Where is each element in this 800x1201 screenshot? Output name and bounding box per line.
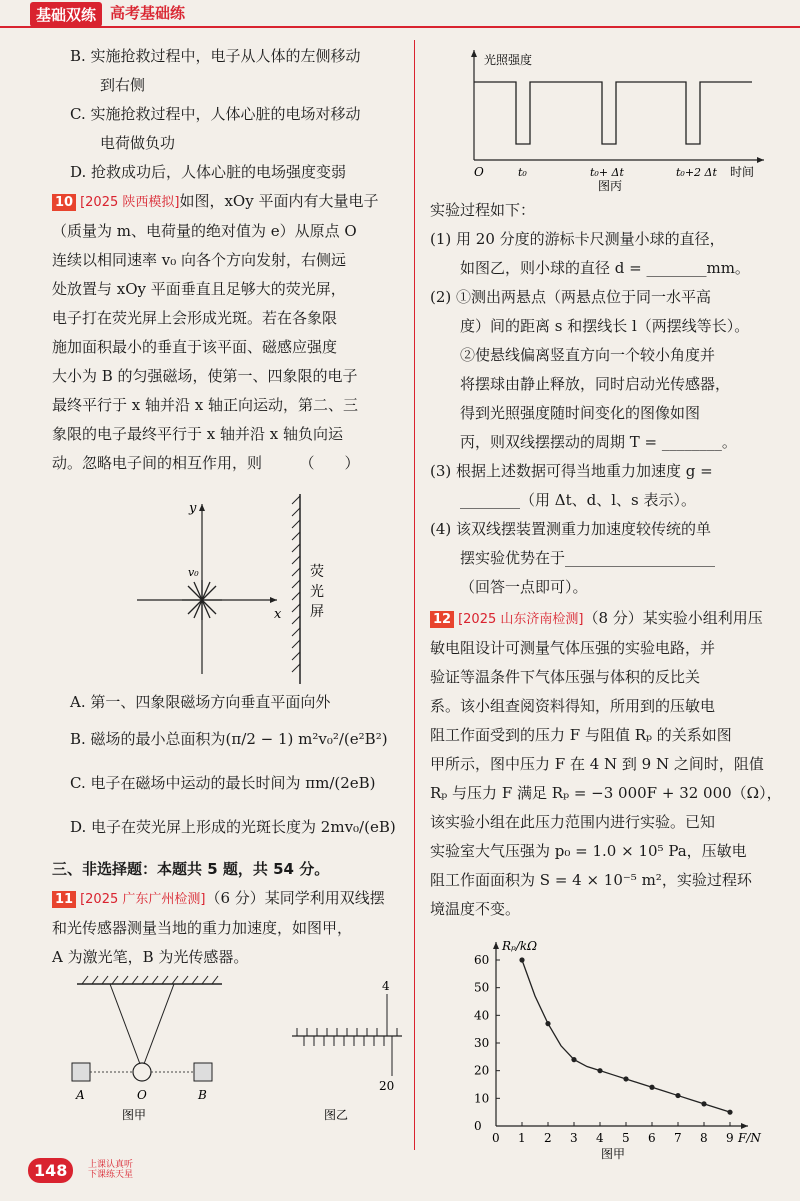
q12-line: 敏电阻设计可测量气体压强的实验电路，并: [430, 639, 716, 657]
section-3-heading: [52, 855, 404, 884]
option-c-line2: 电荷做负功: [100, 134, 176, 152]
y-tick-label: 60: [474, 953, 490, 967]
step-2a: (2) ①测出两悬点（两悬点位于同一水平高: [430, 288, 712, 306]
fig-bing-caption: 图丙: [598, 179, 623, 192]
fig-bing-origin: O: [474, 165, 484, 179]
q10-line: 处放置与 xOy 平面垂直且足够大的荧光屏，: [52, 280, 346, 298]
q10-line: 象限的电子最终平行于 x 轴并沿 x 轴负向运: [52, 425, 343, 443]
header-badge: 基础双练: [30, 2, 102, 27]
x-axis-arrow: [741, 1123, 748, 1129]
step-4b: 摆实验优势在于____________________: [460, 549, 716, 567]
x-tick-label: 3: [570, 1131, 578, 1145]
x-tick-label: 2: [544, 1131, 552, 1145]
q12-line: 系。该小组查阅资料得知，所用到的压敏电: [430, 697, 716, 715]
data-point: [675, 1093, 680, 1098]
q10-option-c: C. 电子在磁场中运动的最长时间为 πm/(2eB): [70, 774, 376, 792]
data-point: [727, 1110, 732, 1115]
q12-number: 12: [430, 611, 454, 628]
q10-line: 电子打在荧光屏上会形成光斑。若在各象限: [52, 309, 338, 327]
slogan-line1: 上课认真听: [88, 1160, 134, 1170]
screen-label-1: 荧: [310, 564, 324, 580]
q11-line: A 为激光笔，B 为光传感器。: [52, 948, 249, 966]
x-axis-label: x: [274, 607, 282, 622]
q11-text: （6 分）某同学利用双线摆: [205, 889, 385, 907]
section-3-text: 三、非选择题：本题共 5 题，共 54 分。: [52, 860, 330, 878]
data-point: [623, 1076, 628, 1081]
data-point: [701, 1101, 706, 1106]
option-b: [52, 42, 404, 100]
q11-line-0: [55, 884, 404, 914]
y-tick-label: 30: [474, 1036, 490, 1050]
q12-line: 实验室大气压强为 p₀ = 1.0 × 10⁵ Pa，压敏电: [430, 842, 747, 860]
x-tick-label: 8: [700, 1131, 708, 1145]
q12-line: 境温度不变。: [430, 900, 521, 918]
screen-label-2: 光: [310, 584, 324, 600]
y-tick-label: 40: [474, 1008, 490, 1023]
q10-option-a: A. 第一、四象限磁场方向垂直平面向外: [70, 693, 331, 711]
q11-source: [2025 广东广州检测]: [80, 892, 206, 907]
q12-line: 阻工作面面积为 S = 4 × 10⁻⁵ m²，实验过程环: [430, 871, 752, 889]
fig-bing-t1: t₀+ Δt: [590, 166, 624, 179]
y-tick-label: 20: [474, 1063, 490, 1078]
q12-line-0: [433, 604, 782, 634]
fig-bing-t0: t₀: [518, 166, 527, 179]
fig-bing-t2: t₀+2 Δt: [676, 166, 717, 179]
footer-slogan: [88, 1160, 133, 1180]
label-b: B: [198, 1088, 207, 1102]
q12-source: [2025 山东济南检测]: [458, 612, 584, 627]
question-12: [430, 604, 782, 924]
y-tick-label: 50: [474, 980, 490, 995]
x-axis-label: F/N: [738, 1131, 761, 1145]
x-tick-label: 7: [674, 1131, 682, 1145]
q10-line-0: [55, 187, 404, 217]
y-axis-label: Rₚ/kΩ: [502, 939, 538, 953]
y-axis-label: y: [189, 501, 197, 516]
procedure-heading: 实验过程如下：: [430, 201, 536, 219]
chart-caption: 图甲: [601, 1147, 626, 1160]
page-header: [0, 0, 800, 28]
q10-figure: [52, 484, 404, 684]
column-divider: [414, 40, 415, 1150]
vernier-label-bottom: 20: [379, 1079, 395, 1093]
option-b-line1: B. 实施抢救过程中，电子从人体的左侧移动: [70, 47, 361, 65]
data-point: [571, 1057, 576, 1062]
q10-text: 如图，xOy 平面内有大量电子: [179, 192, 379, 210]
page-number: 148: [28, 1158, 73, 1183]
q12-line: Rₚ 与压力 F 满足 Rₚ = −3 000F + 32 000（Ω），: [430, 784, 782, 802]
q12-line: 甲所示，图中压力 F 在 4 N 到 9 N 之间时，阻值: [430, 755, 764, 773]
series-line: [522, 960, 730, 1112]
step-3a: (3) 根据上述数据可得当地重力加速度 g =: [430, 462, 713, 480]
q10-line: 连续以相同速率 v₀ 向各个方向发射，右侧远: [52, 251, 347, 269]
q10-line: 施加面积最小的垂直于该平面、磁感应强度: [52, 338, 338, 356]
q12-line: 阻工作面受到的压力 F 与阻值 Rₚ 的关系如图: [430, 726, 732, 744]
x-tick-label: 0: [492, 1131, 500, 1145]
vernier-label-top: 4: [382, 979, 390, 993]
fig-bing-light-intensity: [430, 42, 782, 192]
question-10: [52, 187, 404, 478]
fig-bing-ylabel: 光照强度: [484, 53, 533, 67]
y-axis-arrow: [493, 942, 499, 949]
step-2f: 丙，则双线摆摆动的周期 T = ________。: [460, 433, 737, 451]
q10-line: 最终平行于 x 轴并沿 x 轴正向运动，第二、三: [52, 396, 358, 414]
label-a: A: [76, 1088, 85, 1102]
q11-line: 和光传感器测量当地的重力加速度，如图甲，: [52, 919, 353, 937]
data-point: [597, 1068, 602, 1073]
v0-label: v₀: [188, 566, 199, 579]
option-b-line2: 到右侧: [100, 76, 146, 94]
screen-label-3: 屏: [310, 604, 324, 620]
x-tick-label: 6: [648, 1131, 656, 1145]
velocity-arrows: [182, 580, 222, 620]
step-2d: 将摆球由静止释放，同时启动光传感器，: [460, 375, 731, 393]
q10-option-d: D. 电子在荧光屏上形成的光斑长度为 2mv₀/(eB): [70, 818, 396, 836]
q11-number: 11: [52, 891, 76, 908]
step-2e: 得到光照强度随时间变化的图像如图: [460, 404, 701, 422]
data-point: [519, 957, 524, 962]
q12-text: （8 分）某实验小组利用压: [583, 609, 763, 627]
x-tick-label: 5: [622, 1131, 630, 1145]
step-3b: ________（用 Δt、d、l、s 表示）。: [460, 491, 696, 509]
label-o: O: [137, 1088, 147, 1102]
q12-line: 该实验小组在此压力范围内进行实验。已知: [430, 813, 716, 831]
y-tick-label: 0: [474, 1119, 482, 1133]
q12-line: 验证等温条件下气体压强与体积的反比关: [430, 668, 701, 686]
step-4c: （回答一点即可）。: [460, 578, 588, 596]
question-11: [52, 884, 404, 972]
left-column: [52, 42, 404, 1122]
step-2c: ②使悬线偏离竖直方向一个较小角度并: [460, 346, 716, 364]
option-d: D. 抢救成功后，人体心脏的电场强度变弱: [70, 163, 347, 181]
x-tick-label: 1: [518, 1131, 526, 1145]
x-tick-label: 9: [726, 1131, 734, 1145]
data-point: [545, 1021, 550, 1026]
fluorescent-screen: [292, 494, 300, 684]
fig-jia-pendulum: [52, 972, 404, 1122]
data-point: [649, 1085, 654, 1090]
fig-bing-xlabel: 时间: [730, 165, 755, 179]
x-tick-label: 4: [596, 1131, 604, 1145]
option-c: [52, 100, 404, 158]
option-c-line1: C. 实施抢救过程中，人体心脏的电场对移动: [70, 105, 361, 123]
q10-source: [2025 陕西模拟]: [80, 195, 180, 210]
q10-line: 动。忽略电子间的相互作用，则 （ ）: [52, 454, 360, 472]
header-title: 高考基础练: [110, 4, 186, 22]
fig-yi-vernier: [292, 979, 402, 1093]
slogan-line2: 下课练天星: [88, 1170, 134, 1180]
right-column: [430, 42, 782, 1160]
header-rule: [0, 26, 800, 28]
fig-yi-caption: 图乙: [324, 1108, 349, 1122]
q10-line: （质量为 m、电荷量的绝对值为 e）从原点 O: [52, 222, 357, 240]
step-1b: 如图乙，则小球的直径 d = ________mm。: [460, 259, 750, 277]
step-4a: (4) 该双线摆装置测重力加速度较传统的单: [430, 520, 712, 538]
y-tick-label: 10: [474, 1091, 490, 1106]
rp-vs-force-chart: [430, 930, 782, 1160]
step-2b: 度）间的距离 s 和摆线长 l（两摆线等长）。: [460, 317, 750, 335]
q10-number: 10: [52, 194, 76, 211]
q10-line: 大小为 B 的匀强磁场，使第一、四象限的电子: [52, 367, 358, 385]
fig-jia-caption: 图甲: [122, 1108, 147, 1122]
step-1a: (1) 用 20 分度的游标卡尺测量小球的直径，: [430, 230, 725, 248]
q10-option-b: B. 磁场的最小总面积为(π/2 − 1) m²v₀²/(e²B²): [70, 730, 388, 748]
